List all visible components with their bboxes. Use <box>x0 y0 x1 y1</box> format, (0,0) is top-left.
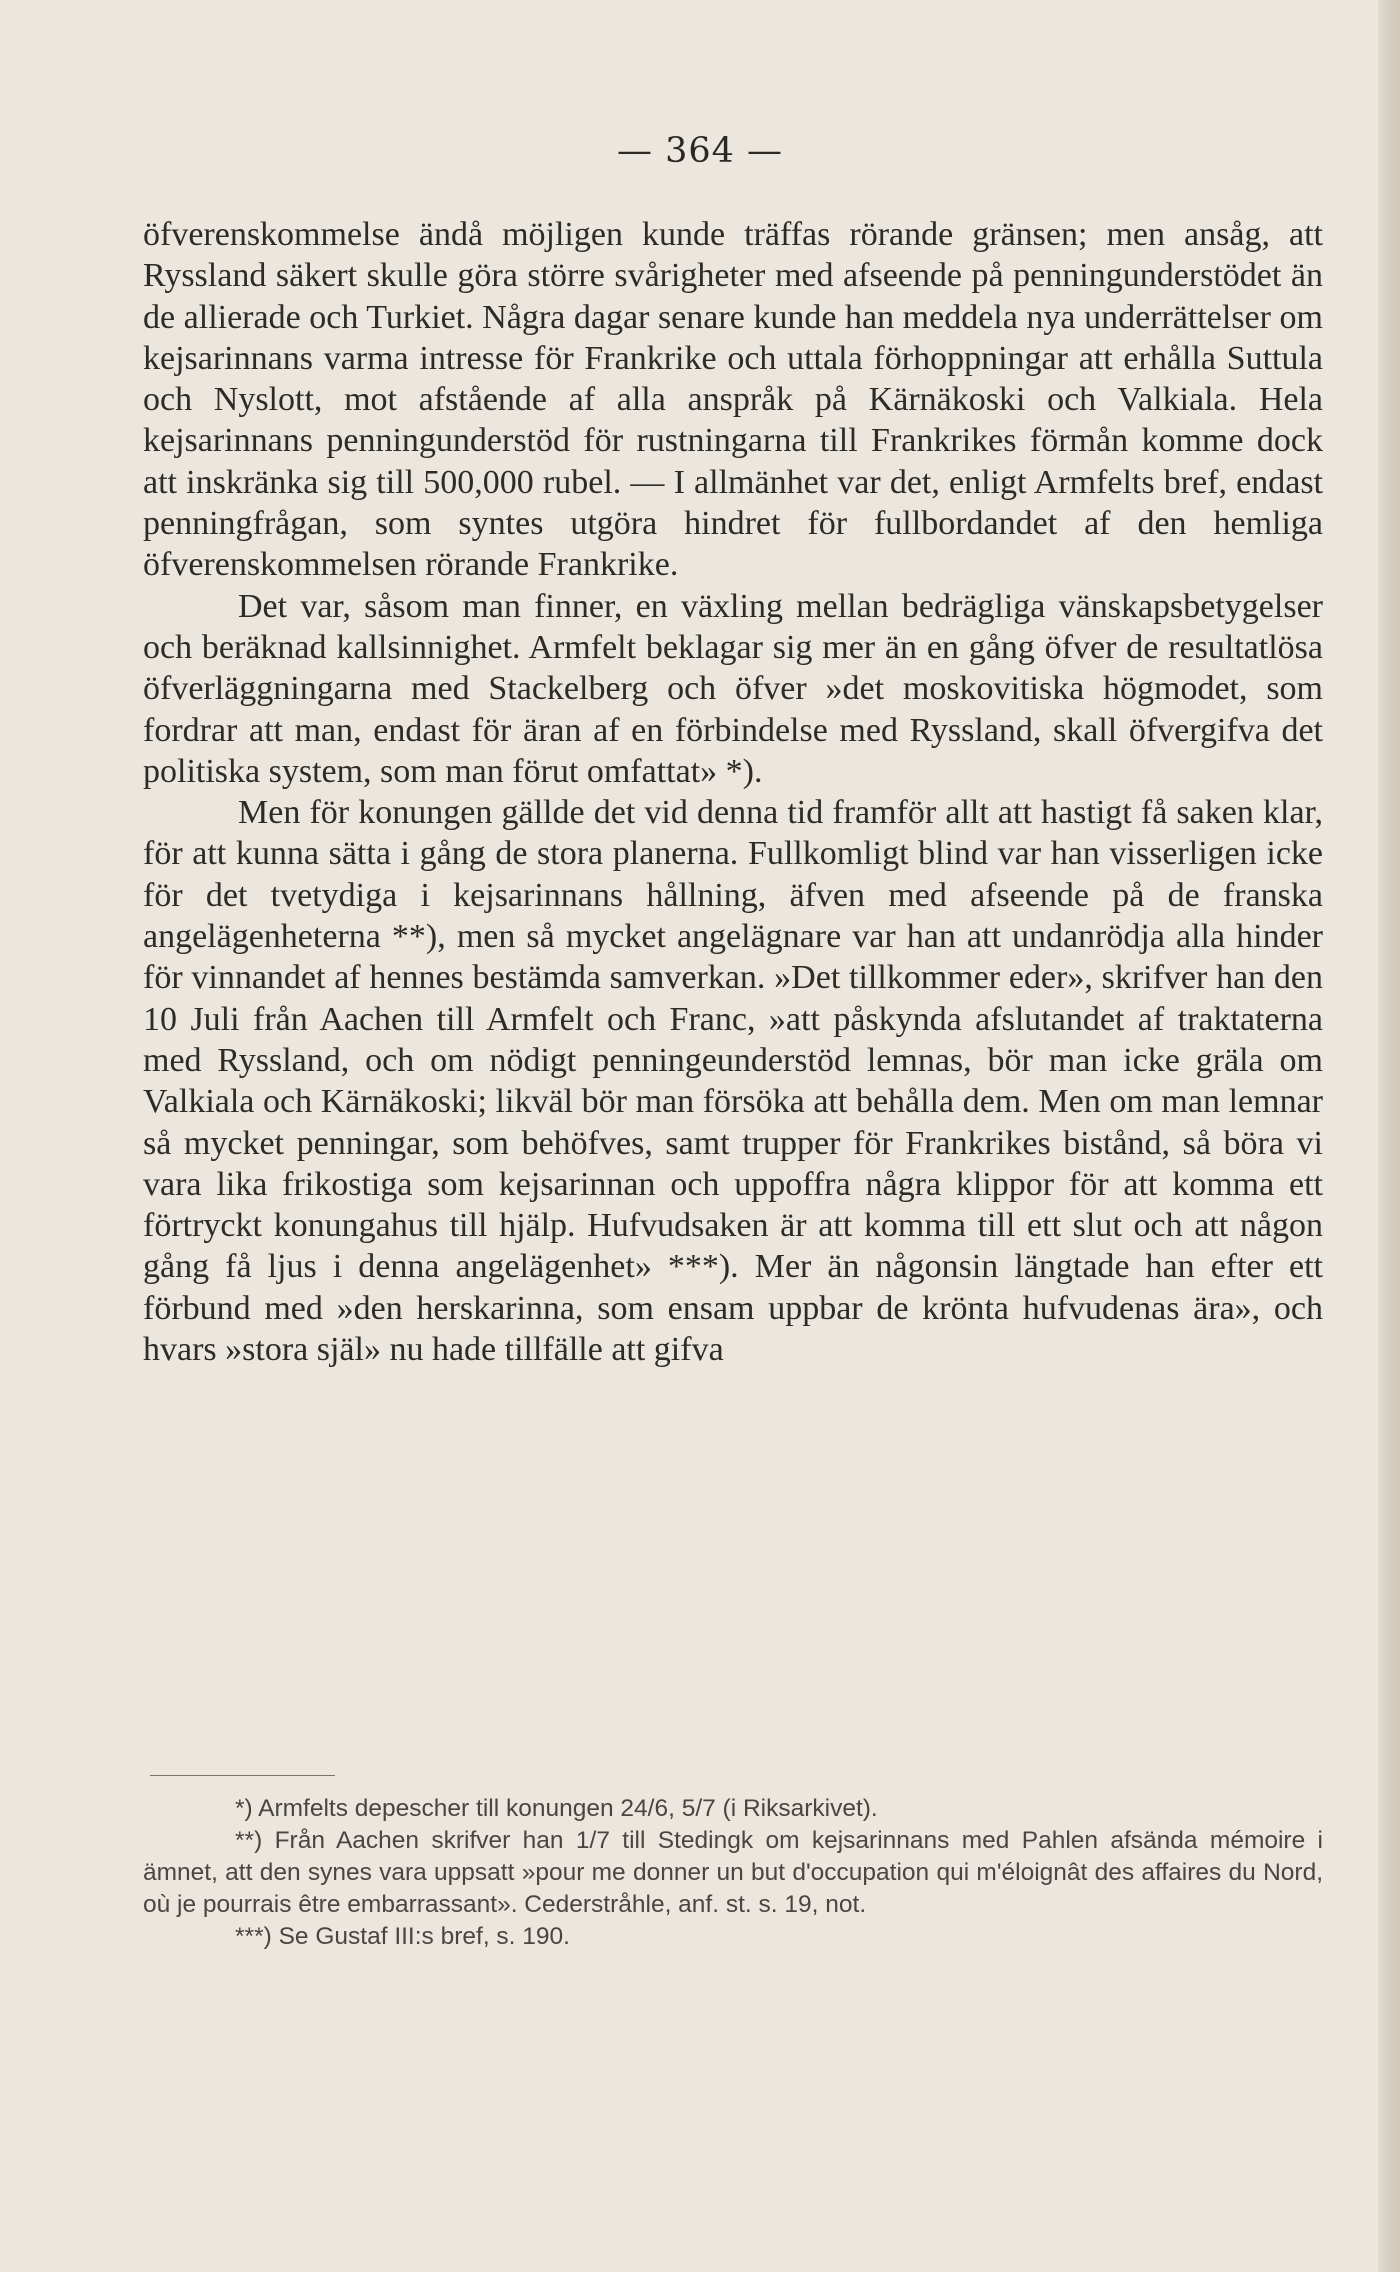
footnotes <box>143 1793 1323 1953</box>
paragraph: öfverenskommelse ändå möjligen kunde träffas rörande gränsen; men ansåg, att Ryssland säkert skulle göra större svårigheter med afseende på penningunderstödet än de allierade och Turkiet. Några dagar senare kunde han meddela nya underrättelser om kejsarinnans varma intresse för Frankrike och uttala förhoppningar att erhålla Suttula och Nyslott, mot afstående af alla anspråk på Kärnäkoski och Valkiala. Hela kejsarinnans penningunderstöd för rustningarna till Frankrikes förmån komme dock att inskränka sig till 500,000 rubel. — I allmänhet var det, enligt Armfelts bref, endast penningfrågan, som syntes utgöra hindret för fullbordandet af den hemliga öfverenskommelsen rörande Frankrike. <box>143 216 1323 584</box>
footnote: *) Armfelts depescher till konungen 24/6, 5/7 (i Riksarkivet). <box>235 1795 878 1822</box>
main-text <box>143 214 1323 1370</box>
paragraph: Det var, såsom man finner, en växling mellan bedrägliga vänskapsbetygelser och beräknad kallsinnighet. Armfelt beklagar sig mer än en gång öfver de resultatlösa öfverläggningarna med Stackelberg och öfver »det moskovitiska högmodet, som fordrar att man, endast för äran af en förbindelse med Ryssland, skall öfvergifva det politiska system, som man förut omfattat» *). <box>143 587 1323 790</box>
footnote-divider <box>150 1775 335 1776</box>
paragraph: Men för konungen gällde det vid denna tid framför allt att hastigt få saken klar, för att kunna sätta i gång de stora planerna. Fullkomligt blind var han visserligen icke för det tvetydiga i kejsarinnans hållning, äfven med afseende på de franska angelägenheterna **), men så mycket angelägnare var han att undanrödja alla hinder för vinnandet af hennes bestämda samverkan. »Det tillkommer eder», skrifver han den 10 Juli från Aachen till Armfelt och Franc, »att påskynda afslutandet af traktaterna med Ryssland, och om nödigt penningeunderstöd lemnas, bör man icke gräla om Valkiala och Kärnäkoski; likväl bör man försöka att behålla dem. Men om man lemnar så mycket penningar, som behöfves, samt trupper för Frankrikes bistånd, så böra vi vara lika frikostiga som kejsarinnan och uppoffra några klippor för att komma ett förtryckt konungahus till hjälp. Hufvudsaken är att komma till ett slut och att någon gång få ljus i denna angelägenhet» ***). Mer än någonsin längtade han efter ett förbund med »den herskarinna, som ensam uppbar de krönta hufvudenas ära», och hvars »stora själ» nu hade tillfälle att gifva <box>143 794 1323 1369</box>
footnote: ***) Se Gustaf III:s bref, s. 190. <box>235 1923 570 1950</box>
page-edge <box>1378 0 1400 2272</box>
page-number: — 364 — <box>616 131 784 171</box>
footnote: **) Från Aachen skrifver han 1/7 till Stedingk om kejsarinnans med Pahlen afsända mémoire i ämnet, att den synes vara uppsatt »pour me donner un but d'occupation qui m'éloignât des affaires du Nord, où je pourrais être embarrassant». Cederstråhle, anf. st. s. 19, not. <box>143 1827 1323 1918</box>
